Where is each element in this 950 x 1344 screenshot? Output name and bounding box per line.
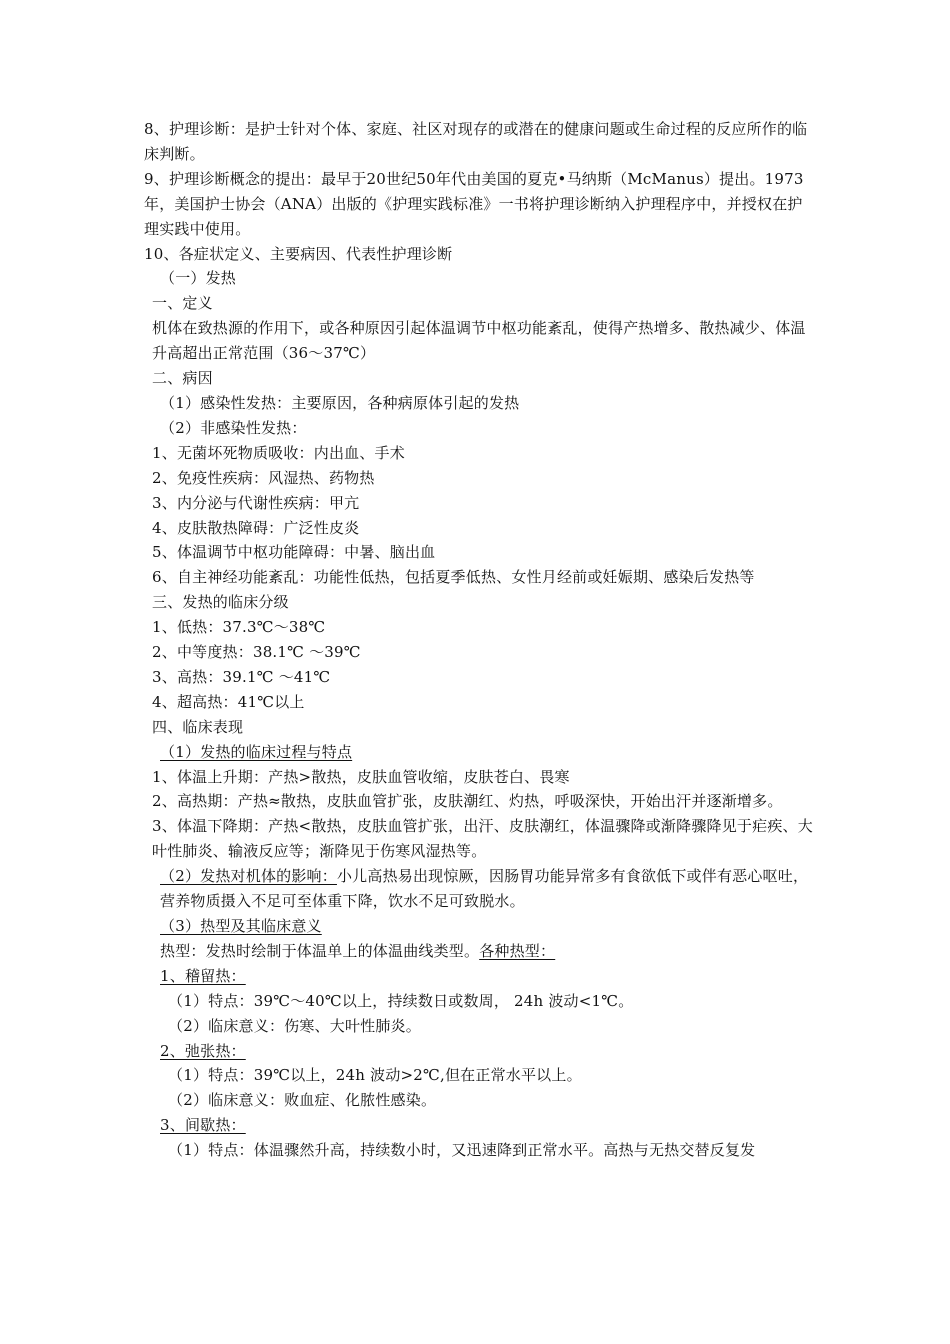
fever-type-sustained [144, 964, 814, 989]
list-item: 4、超高热：41℃以上 [152, 692, 305, 711]
list-item: 2、中等度热：38.1℃ ～39℃ [152, 643, 361, 662]
list-item: （1）感染性发热：主要原因，各种病原体引起的发热 [160, 393, 520, 412]
fever-effects-text: 小儿高热易出现惊厥，因肠胃功能异常多有食欲低下或伴有恶心呕吐，营养物质摄入不足可至体重下降，饮水不足可致脱水。 [160, 867, 809, 911]
list-item: 6、自主神经功能紊乱：功能性低热，包括夏季低热、女性月经前或妊娠期、感染后发热等 [152, 568, 755, 587]
paragraph-nursing-diagnosis-origin: 9、护理诊断概念的提出：最早于20世纪50年代由美国的夏克•马纳斯（McManus）提出。1973年，美国护士协会（ANA）出版的《护理实践标准》一书将护理诊断纳入护理程序中，并授权在护理实践中使用。 [144, 169, 804, 238]
list-item: 3、高热：39.1℃ ～41℃ [152, 667, 331, 686]
paragraph-fever-definition: 机体在致热源的作用下，或各种原因引起体温调节中枢功能紊乱，使得产热增多、散热减少、体温升高超出正常范围（36～37℃） [152, 319, 806, 363]
document-body [144, 117, 814, 1163]
list-item: 3、体温下降期：产热<散热，皮肤血管扩张，出汗、皮肤潮红，体温骤降或渐降骤降见于疟疾、大叶性肺炎、输液反应等；渐降见于伤寒风湿热等。 [152, 817, 813, 861]
heading-fever-grading: 三、发热的临床分级 [152, 593, 289, 612]
list-item: 1、无菌坏死物质吸收：内出血、手术 [152, 443, 405, 462]
list-item: 2、免疫性疾病：风湿热、药物热 [152, 468, 375, 487]
subheading-fever-process-text: （1）发热的临床过程与特点 [160, 742, 353, 761]
fever-type-remittent-title: 2、弛张热： [160, 1041, 246, 1060]
list-item: （1）特点：39℃～40℃以上，持续数日或数周， 24h 波动<1℃。 [168, 991, 634, 1010]
subheading-fever-process [144, 740, 814, 765]
heading-symptoms: 10、各症状定义、主要病因、代表性护理诊断 [144, 244, 453, 263]
list-item: 5、体温调节中枢功能障碍：中暑、脑出血 [152, 543, 436, 562]
paragraph-fever-effects [144, 864, 814, 914]
list-item: 2、高热期：产热≈散热，皮肤血管扩张，皮肤潮红、灼热，呼吸深快，开始出汗并逐渐增多。 [152, 792, 783, 811]
list-item: 1、体温上升期：产热>散热，皮肤血管收缩，皮肤苍白、畏寒 [152, 767, 570, 786]
list-item: 1、低热：37.3℃～38℃ [152, 618, 326, 637]
subheading-fever-types-text: （3）热型及其临床意义 [160, 917, 322, 935]
heading-causes: 二、病因 [152, 369, 213, 388]
paragraph-nursing-diagnosis-definition: 8、护理诊断：是护士针对个体、家庭、社区对现存的或潜在的健康问题或生命过程的反应所作的临床判断。 [144, 120, 808, 163]
fever-type-remittent [144, 1039, 814, 1064]
list-item: （2）临床意义：伤寒、大叶性肺炎。 [168, 1016, 421, 1035]
list-item: 3、内分泌与代谢性疾病：甲亢 [152, 493, 360, 512]
list-item: （1）特点：39℃以上，24h 波动>2℃,但在正常水平以上。 [168, 1066, 582, 1085]
fever-effects-heading: （2）发热对机体的影响： [160, 867, 337, 886]
list-item: 4、皮肤散热障碍：广泛性皮炎 [152, 518, 360, 537]
fever-type-sustained-title: 1、稽留热： [160, 966, 246, 985]
subheading-fever-types [144, 914, 814, 939]
list-item: （2）非感染性发热： [160, 418, 307, 437]
section-fever-title: （一）发热 [160, 269, 237, 288]
fever-types-label: 各种热型： [479, 941, 556, 960]
list-item: （2）临床意义：败血症、化脓性感染。 [168, 1091, 437, 1110]
heading-clinical-manifestations: 四、临床表现 [152, 717, 244, 736]
fever-type-definition-text: 热型：发热时绘制于体温单上的体温曲线类型。 [160, 941, 480, 960]
paragraph-fever-type-definition [144, 939, 814, 964]
fever-type-intermittent-title: 3、间歇热： [160, 1116, 246, 1135]
fever-type-intermittent [144, 1113, 814, 1138]
list-item: （1）特点：体温骤然升高，持续数小时，又迅速降到正常水平。高热与无热交替反复发 [168, 1141, 756, 1160]
heading-definition: 一、定义 [152, 294, 213, 313]
